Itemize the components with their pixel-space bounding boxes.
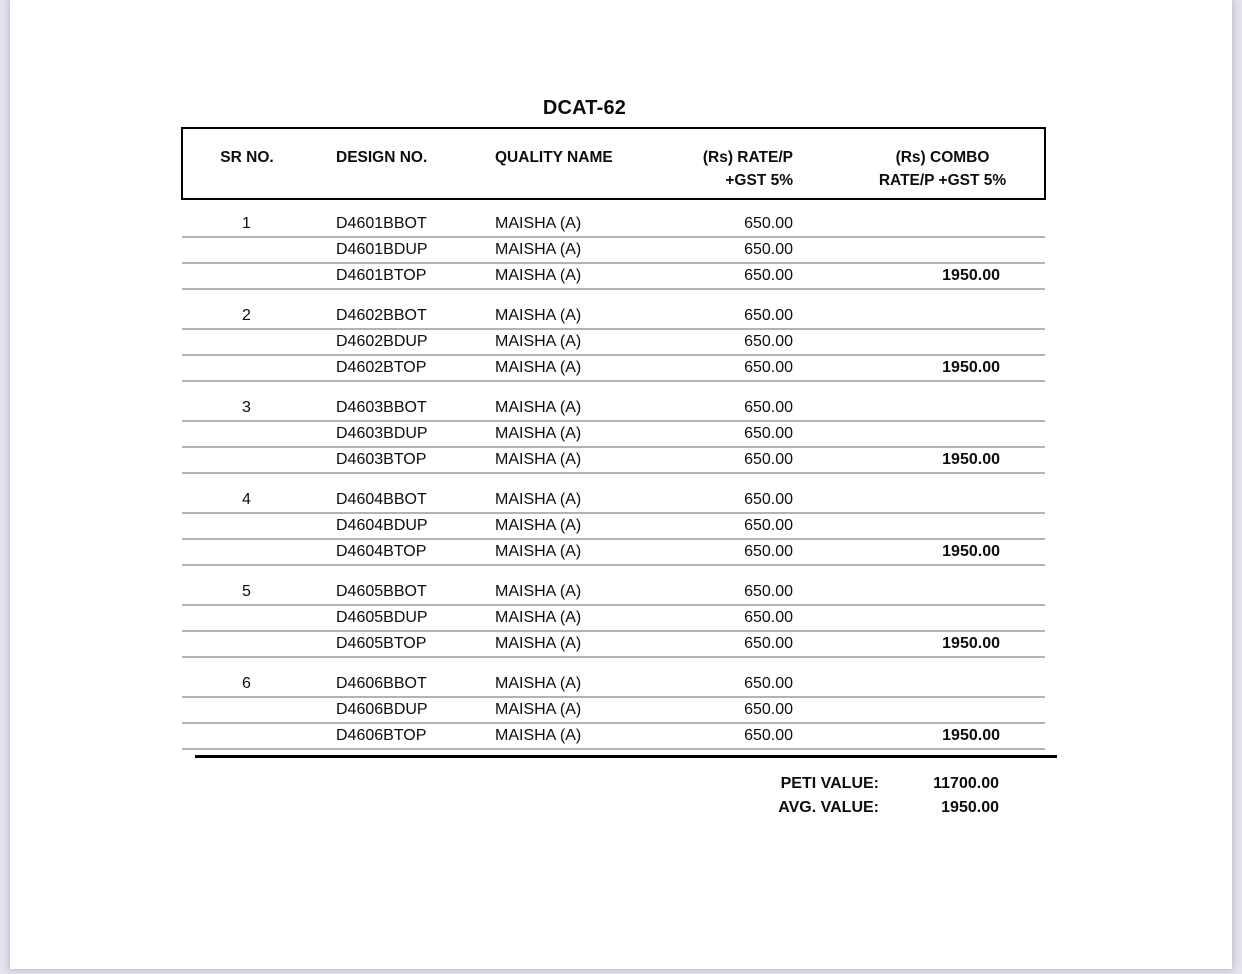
design-cell: D4603BDUP (311, 421, 481, 447)
sr-cell (182, 723, 311, 749)
rate-cell: 650.00 (641, 487, 801, 513)
quality-cell: MAISHA (A) (481, 579, 641, 605)
design-cell: D4603BTOP (311, 447, 481, 473)
sr-cell (182, 447, 311, 473)
design-cell: D4602BBOT (311, 303, 481, 329)
sr-cell (182, 355, 311, 381)
sr-cell: 6 (182, 671, 311, 697)
sr-cell (182, 513, 311, 539)
quality-cell: MAISHA (A) (481, 697, 641, 723)
col-header-rate (641, 128, 801, 199)
rate-cell: 650.00 (641, 447, 801, 473)
rate-cell: 650.00 (641, 355, 801, 381)
quality-cell: MAISHA (A) (481, 539, 641, 565)
quality-cell: MAISHA (A) (481, 631, 641, 657)
sr-cell: 4 (182, 487, 311, 513)
combo-cell (801, 513, 1045, 539)
rate-cell: 650.00 (641, 539, 801, 565)
sr-cell: 1 (182, 211, 311, 237)
quality-cell: MAISHA (A) (481, 237, 641, 263)
quality-cell: MAISHA (A) (481, 355, 641, 381)
table-row (182, 487, 1045, 513)
rate-cell: 650.00 (641, 303, 801, 329)
col-header-quality-name: QUALITY NAME (481, 128, 641, 199)
table-header-row (182, 128, 1045, 199)
peti-value-amount: 11700.00 (933, 775, 999, 792)
combo-cell (801, 605, 1045, 631)
design-cell: D4605BBOT (311, 579, 481, 605)
avg-value-row (181, 796, 999, 820)
col-header-combo-rate (801, 128, 1045, 199)
table-row (182, 303, 1045, 329)
design-cell: D4606BTOP (311, 723, 481, 749)
table-row (182, 447, 1045, 473)
table-row (182, 237, 1045, 263)
quality-cell: MAISHA (A) (481, 263, 641, 289)
combo-cell: 1950.00 (801, 447, 1045, 473)
design-cell: D4604BTOP (311, 539, 481, 565)
summary-block (181, 772, 999, 820)
design-cell: D4605BDUP (311, 605, 481, 631)
table-row (182, 513, 1045, 539)
design-cell: D4601BTOP (311, 263, 481, 289)
avg-value-amount: 1950.00 (941, 799, 999, 816)
design-cell: D4603BBOT (311, 395, 481, 421)
document-title: DCAT-62 (542, 97, 627, 119)
sr-cell: 3 (182, 395, 311, 421)
quality-cell: MAISHA (A) (481, 487, 641, 513)
quality-cell: MAISHA (A) (481, 605, 641, 631)
combo-cell (801, 487, 1045, 513)
quality-cell: MAISHA (A) (481, 447, 641, 473)
sr-cell: 2 (182, 303, 311, 329)
quality-cell: MAISHA (A) (481, 303, 641, 329)
col-header-design-no: DESIGN NO. (311, 128, 481, 199)
combo-cell: 1950.00 (801, 263, 1045, 289)
design-cell: D4602BDUP (311, 329, 481, 355)
combo-cell: 1950.00 (801, 539, 1045, 565)
combo-cell (801, 395, 1045, 421)
combo-cell (801, 211, 1045, 237)
sr-cell (182, 631, 311, 657)
table-row (182, 723, 1045, 749)
design-cell: D4602BTOP (311, 355, 481, 381)
combo-cell (801, 421, 1045, 447)
quality-cell: MAISHA (A) (481, 513, 641, 539)
sr-cell (182, 237, 311, 263)
price-list-table (181, 127, 1046, 750)
col-header-combo-line2: RATE/P +GST 5% (878, 172, 1007, 189)
table-row (182, 211, 1045, 237)
table-row (182, 605, 1045, 631)
rate-cell: 650.00 (641, 671, 801, 697)
table-body (182, 199, 1045, 749)
rate-cell: 650.00 (641, 513, 801, 539)
combo-cell (801, 671, 1045, 697)
document-page (10, 0, 1232, 969)
quality-cell: MAISHA (A) (481, 329, 641, 355)
rate-cell: 650.00 (641, 579, 801, 605)
sr-cell (182, 329, 311, 355)
quality-cell: MAISHA (A) (481, 671, 641, 697)
rate-cell: 650.00 (641, 237, 801, 263)
rate-cell: 650.00 (641, 329, 801, 355)
avg-value-label: AVG. VALUE: (778, 799, 879, 816)
design-cell: D4601BBOT (311, 211, 481, 237)
design-cell: D4605BTOP (311, 631, 481, 657)
rate-cell: 650.00 (641, 263, 801, 289)
col-header-sr-no: SR NO. (182, 128, 311, 199)
group-gap (182, 473, 1045, 487)
design-cell: D4601BDUP (311, 237, 481, 263)
design-cell: D4606BBOT (311, 671, 481, 697)
table-row (182, 355, 1045, 381)
quality-cell: MAISHA (A) (481, 723, 641, 749)
combo-cell (801, 697, 1045, 723)
table-row (182, 697, 1045, 723)
group-gap (182, 657, 1045, 671)
quality-cell: MAISHA (A) (481, 211, 641, 237)
combo-cell: 1950.00 (801, 355, 1045, 381)
sr-cell (182, 539, 311, 565)
header-gap (182, 199, 1045, 211)
table-row (182, 539, 1045, 565)
group-gap (182, 289, 1045, 303)
sr-cell (182, 697, 311, 723)
rate-cell: 650.00 (641, 605, 801, 631)
rate-cell: 650.00 (641, 697, 801, 723)
col-header-rate-line1: (Rs) RATE/P (702, 149, 793, 166)
sr-cell: 5 (182, 579, 311, 605)
summary-separator-rule (195, 755, 1057, 758)
group-gap (182, 381, 1045, 395)
document-content (181, 0, 1044, 820)
rate-cell: 650.00 (641, 395, 801, 421)
table-row (182, 395, 1045, 421)
sr-cell (182, 263, 311, 289)
table-header (182, 128, 1045, 199)
table-row (182, 263, 1045, 289)
combo-cell (801, 329, 1045, 355)
combo-cell (801, 579, 1045, 605)
rate-cell: 650.00 (641, 723, 801, 749)
rate-cell: 650.00 (641, 421, 801, 447)
table-row (182, 329, 1045, 355)
combo-cell (801, 237, 1045, 263)
sr-cell (182, 421, 311, 447)
quality-cell: MAISHA (A) (481, 395, 641, 421)
quality-cell: MAISHA (A) (481, 421, 641, 447)
combo-cell: 1950.00 (801, 631, 1045, 657)
sr-cell (182, 605, 311, 631)
col-header-rate-line2: +GST 5% (725, 172, 793, 189)
combo-cell: 1950.00 (801, 723, 1045, 749)
group-gap (182, 565, 1045, 579)
peti-value-label: PETI VALUE: (780, 775, 879, 792)
col-header-combo-line1: (Rs) COMBO (895, 149, 990, 166)
combo-cell (801, 303, 1045, 329)
table-row (182, 421, 1045, 447)
design-cell: D4606BDUP (311, 697, 481, 723)
table-row (182, 671, 1045, 697)
table-row (182, 579, 1045, 605)
peti-value-row (181, 772, 999, 796)
table-row (182, 631, 1045, 657)
rate-cell: 650.00 (641, 211, 801, 237)
design-cell: D4604BDUP (311, 513, 481, 539)
design-cell: D4604BBOT (311, 487, 481, 513)
rate-cell: 650.00 (641, 631, 801, 657)
